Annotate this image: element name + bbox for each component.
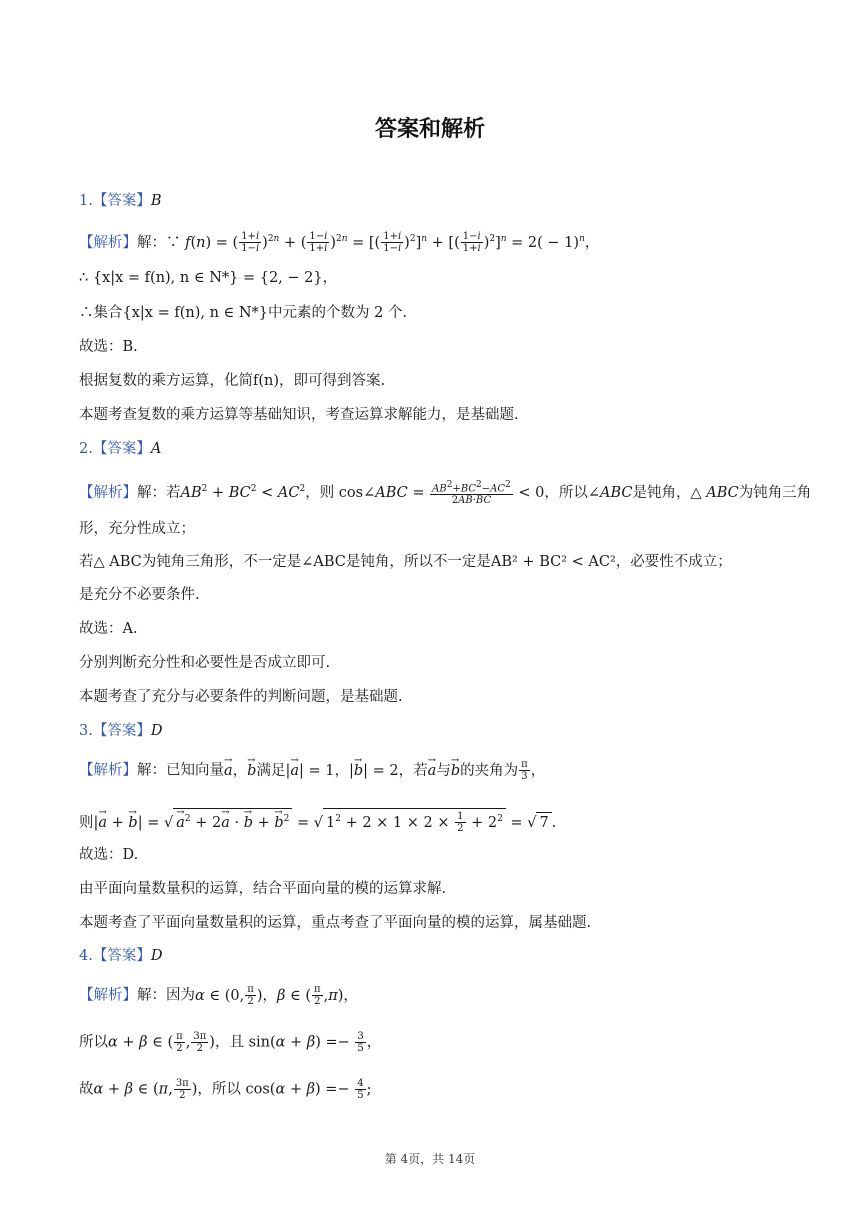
- q2-answer-value: A: [150, 441, 162, 457]
- q3-analysis-label: 【解析】: [79, 762, 137, 779]
- q2-intro: 解：若: [137, 484, 181, 501]
- q1-formula: ∵ f(n) = ( $\frac{1+i}{1-i}$ )$^{2n}$ + ( $\frac{1-i}{1+i}$ )$^{2n}$ = [( $\frac{1+i}{1-i}$ )$^2$]$^n$ + [( $\frac{1-i}{1+i}$ )$^2]^n = 2( - 1)^n$，: [166, 231, 600, 255]
- q2-line-1b: 形，充分性成立；: [79, 521, 195, 537]
- q1-line-5: 根据复数的乘方运算，化简f(n)，即可得到答案.: [79, 373, 386, 389]
- q4-formula-2: 所以α + β ∈ ( $\frac{\pi}{2}$ , $\frac{3\pi}{2}$ )，且 sin(α + β) =− $\frac{3}{5}$ ，: [79, 1031, 382, 1054]
- q2-line-5: 分别判断充分性和必要性是否成立即可.: [79, 655, 331, 671]
- q2-analysis-label: 【解析】: [79, 484, 137, 501]
- page-footer: 第 4页，共 14页: [384, 1152, 476, 1166]
- q2-line-4: 故选：A.: [79, 621, 138, 637]
- q4-answer-line: [79, 946, 162, 966]
- q1-line-6: 本题考查复数的乘方运算等基础知识，考查运算求解能力，是基础题.: [79, 407, 519, 423]
- q4-number: 4.: [79, 948, 93, 964]
- q1-answer-label: 【答案】: [92, 193, 151, 209]
- q1-analysis-line: [79, 229, 599, 254]
- q2-analysis-line: [79, 479, 811, 506]
- q3-formula-2: 则|→ a + → b| = √→ $a^2 + 2\to a$ · → b + → $b^2$ = √ $1^2 + 2 \times 1 \times 2$ × $\frac{1}{2}$ + $2^2$ = √ 7 .: [79, 808, 556, 834]
- q4-answer-value: D: [150, 948, 163, 964]
- q2-number: 2.: [79, 441, 93, 457]
- q3-number: 3.: [79, 723, 93, 739]
- q1-line-2: ∴ {x|x = f(n), n ∈ N*} = {2, − 2}，: [79, 270, 338, 286]
- q3-formula-1: → a，→ b满足|→ a| = 1，|→ b| = 2，若→ a与→ b的夹角为 $\frac{\pi}{3}$ ，: [224, 763, 545, 779]
- q1-line-4: 故选：B.: [79, 339, 138, 355]
- q4-answer-label: 【答案】: [92, 948, 151, 964]
- q2-line-3: 是充分不必要条件.: [79, 587, 200, 603]
- q2-line-2: 若△ ABC为钝角三角形，不一定是∠ABC是钝角，所以不一定是AB² + BC² < AC²，必要性不成立；: [79, 554, 732, 570]
- q1-answer-value: B: [150, 193, 162, 209]
- q2-answer-label: 【答案】: [92, 441, 151, 457]
- q2-line-6: 本题考查了充分与必要条件的判断问题，是基础题.: [79, 689, 403, 705]
- q1-intro: 解：: [137, 234, 166, 251]
- q4-analysis-label: 【解析】: [79, 987, 137, 1004]
- q1-analysis-label: 【解析】: [79, 234, 137, 251]
- page-title: 答案和解析: [374, 117, 485, 142]
- q3-answer-label: 【答案】: [92, 723, 151, 739]
- q3-line-4: 由平面向量数量积的运算，结合平面向量的模的运算求解.: [79, 881, 447, 897]
- q1-number: 1.: [79, 193, 93, 209]
- q4-formula-3: 故α + β ∈ (π, $\frac{3\pi}{2}$ )，所以 cos(α + β) =− $\frac{4}{5}$ ;: [79, 1078, 372, 1101]
- q3-analysis-line: [79, 759, 545, 782]
- q2-answer-line: [79, 439, 161, 459]
- q3-line-3: 故选：D.: [79, 847, 139, 863]
- q3-line-5: 本题考查了平面向量数量积的运算，重点考查了平面向量的模的运算，属基础题.: [79, 915, 592, 931]
- q1-answer-line: [79, 191, 162, 211]
- q3-answer-line: [79, 721, 162, 741]
- q3-intro: 解：已知向量: [137, 762, 224, 779]
- q4-analysis-line: [79, 984, 358, 1007]
- q4-formula-1: α ∈ (0, $\frac{\pi}{2}$ )，β ∈ ( $\frac{\pi}{2}$ ,π)，: [195, 984, 358, 1007]
- q4-intro: 解：因为: [137, 987, 195, 1004]
- q3-answer-value: D: [150, 723, 163, 739]
- q1-line-3: ∴集合{x|x = f(n), n ∈ N*}中元素的个数为 2 个.: [79, 305, 408, 321]
- q2-formula: $AB^2 + BC^2 < AC^2$，则 cos∠ABC = $\frac{AB^2+BC^2-AC^2}{2AB\cdot BC}$ < 0，所以∠ABC是钝角，△ ABC为钝角三角: [180, 479, 812, 506]
